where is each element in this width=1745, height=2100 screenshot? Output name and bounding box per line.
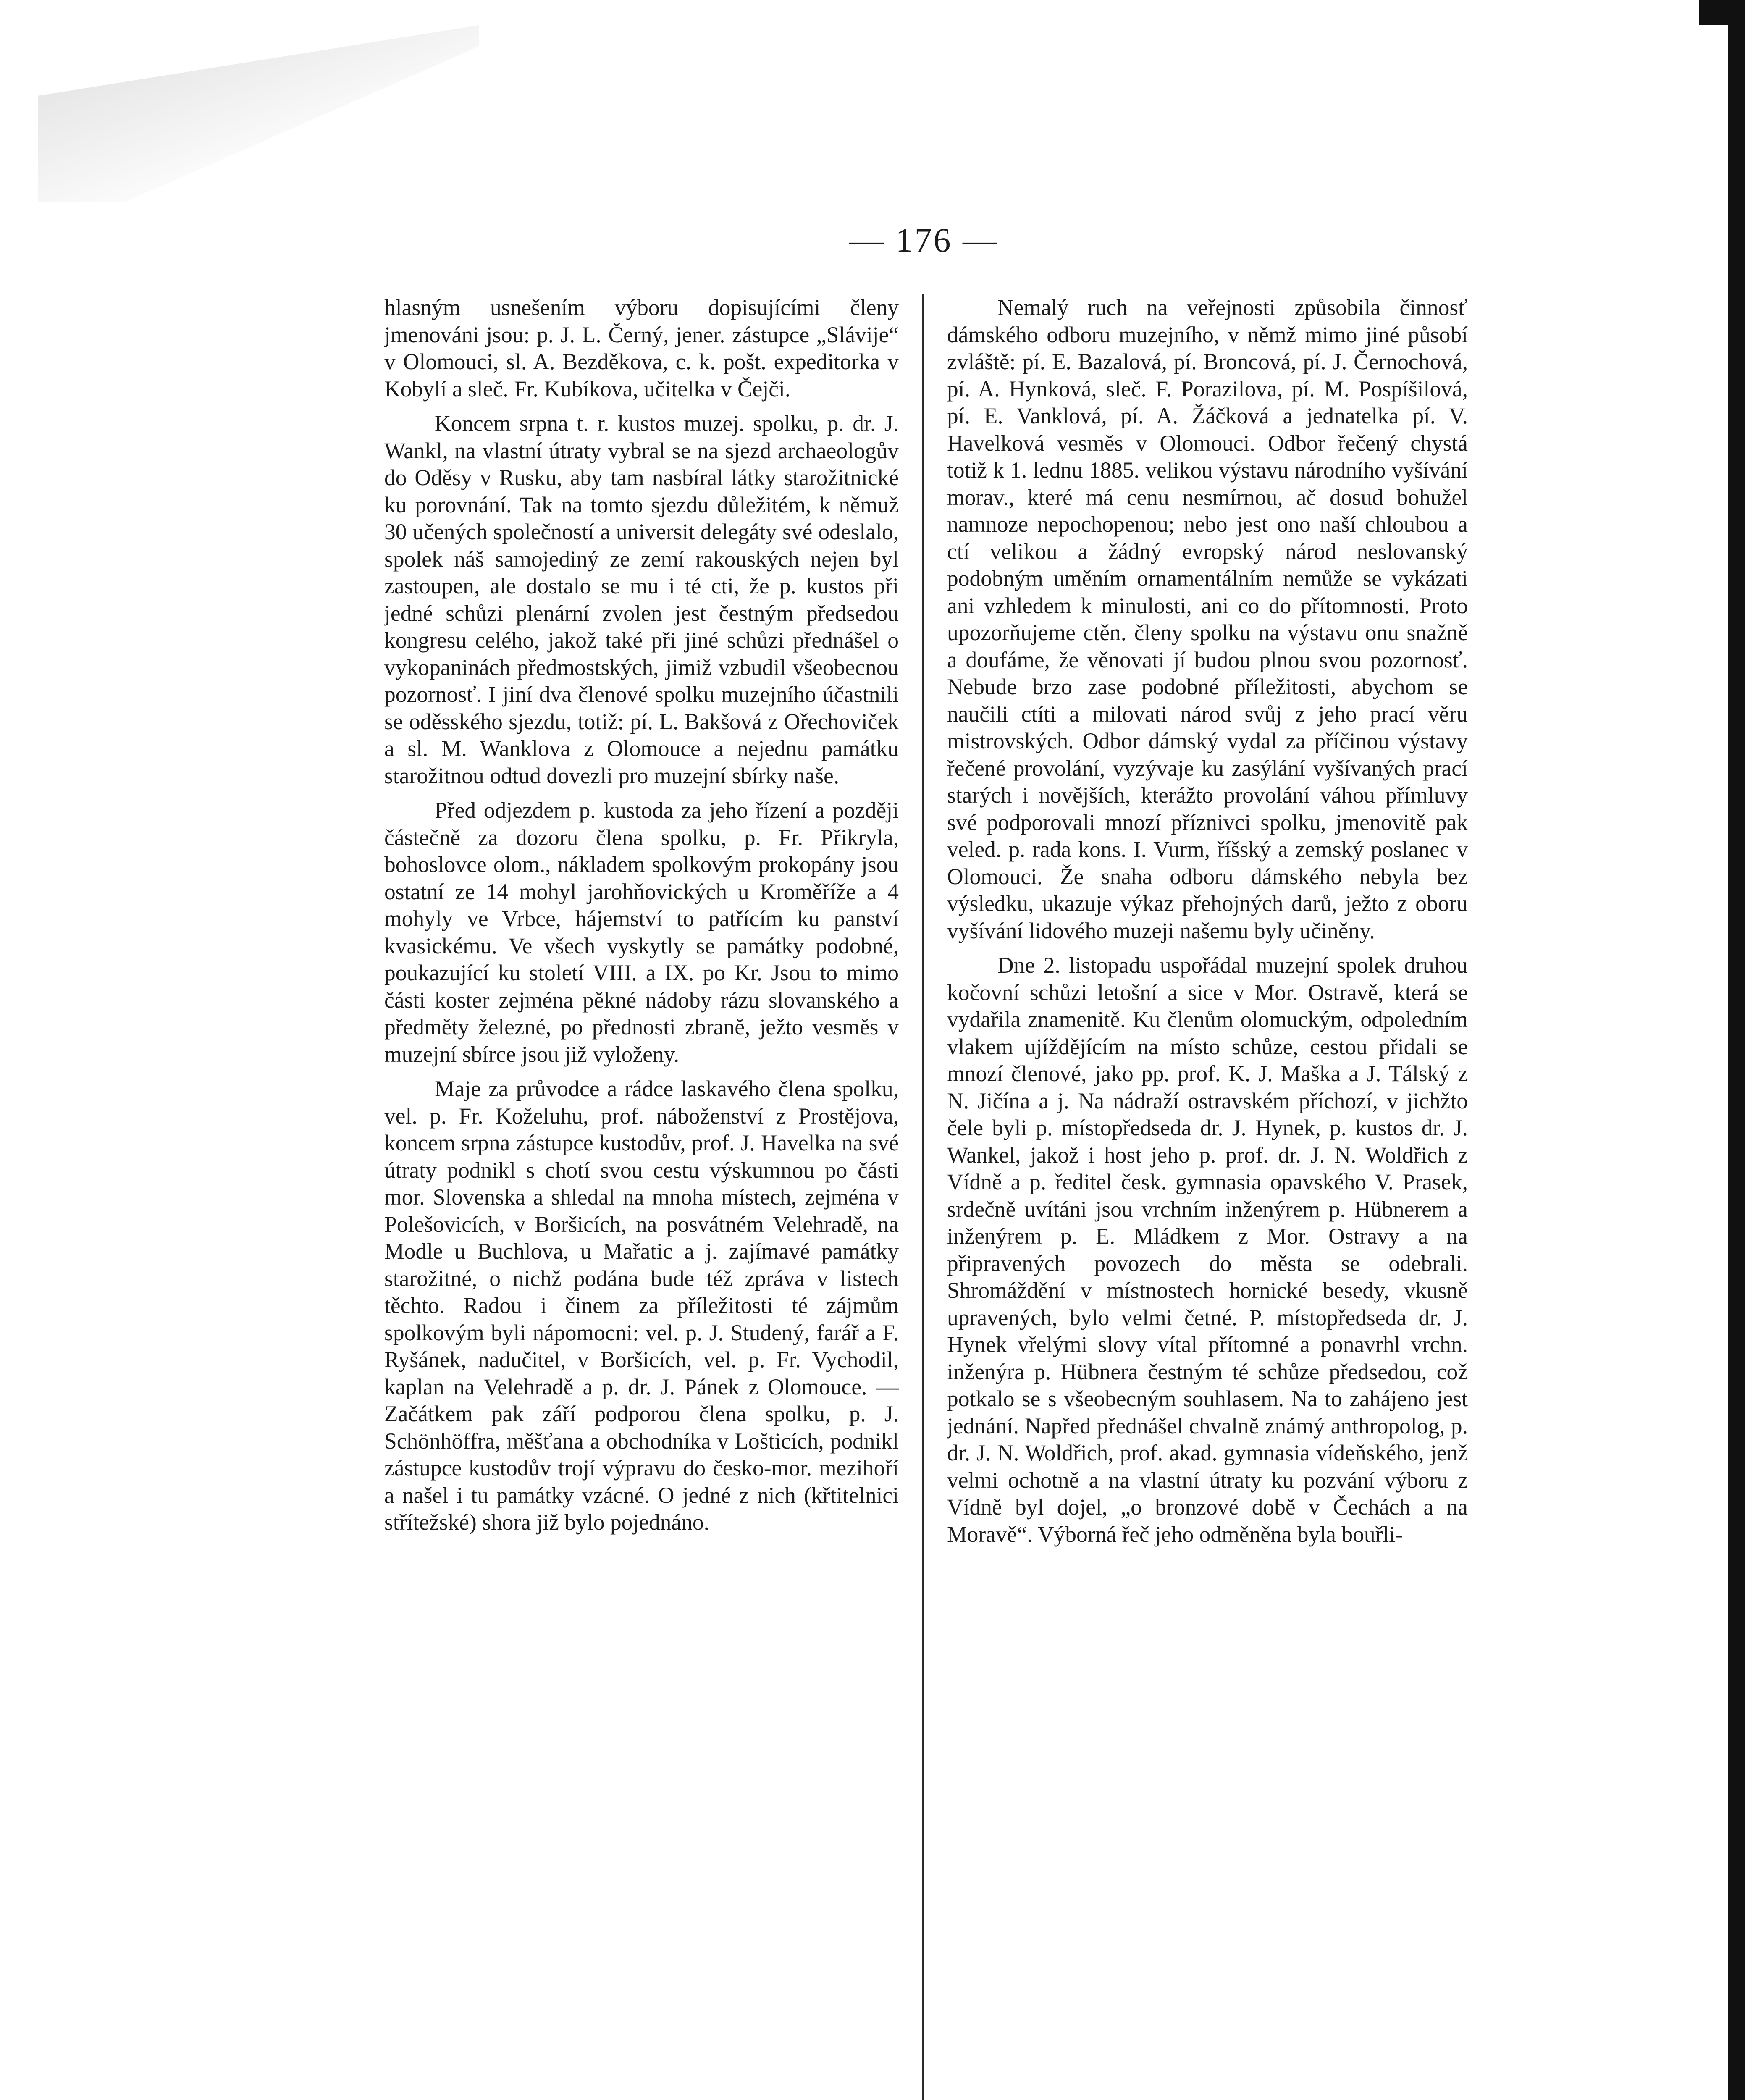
scan-right-edge [1728,0,1745,2100]
paragraph: Nemalý ruch na veřejnosti způsobila činnosť dámského odboru muzejního, v němž mimo jiné působí zvláště: pí. E. Bazalová, pí. Broncová, pí. J. Černochová, pí. A. Hynková, sleč. F. Porazilova, pí. M. Pospíšilová, pí. E. Vanklová, pí. A. Žáčková a jednatelka pí. V. Havelková vesměs v Olomouci. Odbor řečený chystá totiž k 1. lednu 1885. velikou výstavu národního vyšívání morav., které má cenu nesmírnou, ač dosud bohužel namnoze nepochopenou; nebo jest ono naší chloubou a ctí velikou a žádný evropský národ neslovanský podobným uměním ornamentálním nemůže se vykázati ani vzhledem k minulosti, ani co do přítomnosti. Proto upozorňujeme ctěn. členy spolku na výstavu onu snažně a doufáme, že věnovati jí budou plnou svou pozornosť. Nebude brzo zase podobné příležitosti, abychom se naučili ctíti a milovati národ svůj z jeho prací věru mistrovských. Odbor dámský vydal za příčinou výstavy řečené provolání, vyzývaje ku zasýlání vyšívaných prací starých i novějších, kterážto provolání váhou přímluvy své podporovali mnozí příznivci spolku, jmenovitě pak veled. p. rada kons. I. Vurm, říšský a zemský poslanec v Olomouci. Že snaha odboru dámského nebyla bez výsledku, ukazuje výkaz přehojných darů, ježto z oboru vyšívání lidového muzeji našemu byly učiněny. [947,295,1468,943]
paragraph: Před odjezdem p. kustoda za jeho řízení a později částečně za dozoru člena spolku, p. Fr. Přikryla, bohoslovce olom., nákladem spolkovým prokopány jsou ostatní ze 14 mohyl jarohňovických u Kroměříže a 4 mohyly ve Vrbce, hájemství to patřícím ku panství kvasickému. Ve všech vyskytly se památky podobné, poukazující ku století VIII. a IX. po Kr. Jsou to mimo části koster zejména pěkné nádoby rázu slovanského a předměty železné, po přednosti zbraně, ježto vesměs v muzejní sbírce jsou již vyloženy. [384,798,899,1067]
paragraph: Koncem srpna t. r. kustos muzej. spolku, p. dr. J. Wankl, na vlastní útraty vybral se na sjezd archaeologův do Oděsy v Rusku, aby tam nasbíral látky starožitnické ku porovnání. Tak na tomto sjezdu důležitém, k němuž 30 učených společností a universit delegáty své odeslalo, spolek náš samojediný ze zemí rakouských nejen byl zastoupen, ale dostalo se mu i té cti, že p. kustos při jedné schůzi plenární zvolen jest čestným předsedou kongresu celého, jakož také při jiné schůzi přednášel o vykopaninách předmostských, jimiž vzbudil všeobecnou pozornosť. I jiní dva členové spolku muzejního účastnili se oděsského sjezdu, totiž: pí. L. Bakšová z Ořechoviček a sl. M. Wanklova z Olomouce a nejednu památku starožitnou odtud dovezli pro muzejní sbírky naše. [384,411,899,788]
paragraph: Dne 2. listopadu uspořádal muzejní spolek druhou kočovní schůzi letošní a sice v Mor. Ostravě, která se vydařila znamenitě. Ku členům olomuckým, odpoledním vlakem ujíždějícím na místo schůze, cestou přidali se mnozí členové, jako pp. prof. K. J. Maška a J. Tálský z N. Jičína a j. Na nádraží ostravském příchozí, v jichžto čele byli p. místopředseda dr. J. Hynek, p. kustos dr. J. Wankel, jakož i host jeho p. prof. dr. J. N. Woldřich z Vídně a p. ředitel česk. gymnasia opavského V. Prasek, srdečně uvítáni jsou vrchním inženýrem p. Hübnerem a inženýrem p. E. Mládkem z Mor. Ostravy a na připravených povozech do města se odebrali. Shromáždění v místnostech hornické besedy, vkusně upravených, bylo velmi četné. P. místopředseda dr. J. Hynek vřelými slovy vítal přítomné a ponavrhl vrchn. inženýra p. Hübnera čestným té schůze předsedou, což potkalo se s všeobecným souhlasem. Na to zahájeno jest jednání. Napřed přednášel chvalně známý anthropolog, p. dr. J. N. Woldřich, prof. akad. gymnasia vídeňského, jenž velmi ochotně a na vlastní útraty ku pozvání výboru z Vídně byl dojel, „o bronzové době v Čechách a na Moravě“. Výborná řeč jeho odměněna byla bouřli- [947,953,1468,1547]
paragraph: Maje za průvodce a rádce laskavého člena spolku, vel. p. Fr. Koželuhu, prof. náboženství z Prostějova, koncem srpna zástupce kustodův, prof. J. Havelka na své útraty podnikl s chotí svou cestu výskumnou po části mor. Slovenska a shledal na mnoha místech, zejména v Polešovicích, v Boršicích, na posvátném Velehradě, na Modle u Buchlova, u Mařatic a j. zajímavé památky starožitné, o nichž podána bude též zpráva v listech těchto. Radou i činem za příležitosti té zájmům spolkovým byli nápomocni: vel. p. J. Studený, farář a F. Ryšánek, nadučitel, v Boršicích, vel. p. Fr. Vychodil, kaplan na Velehradě a p. dr. J. Pánek z Olomouce. — Začátkem pak září podporou člena spolku, p. J. Schönhöffra, měšťana a obchodníka v Lošticích, podnikl zástupce kustodův trojí výpravu do česko-mor. mezihoří a našel i tu památky vzácné. O jedné z nich (křtitelnici střítežské) shora již bylo pojednáno. [384,1076,899,1535]
column-divider [922,294,924,2100]
page-number: — 176 — [849,221,999,259]
left-column [384,294,899,2100]
paragraph: hlasným usnešením výboru dopisujícími členy jmenováni jsou: p. J. L. Černý, jener. zástupce „Slávije“ v Olomouci, sl. A. Bezděkova, c. k. pošt. expeditorka v Kobylí a sleč. Fr. Kubíkova, učitelka v Čejči. [384,295,899,402]
scan-top-edge [1699,0,1745,25]
right-column [947,294,1468,2100]
scan-corner-shadow [38,25,479,202]
